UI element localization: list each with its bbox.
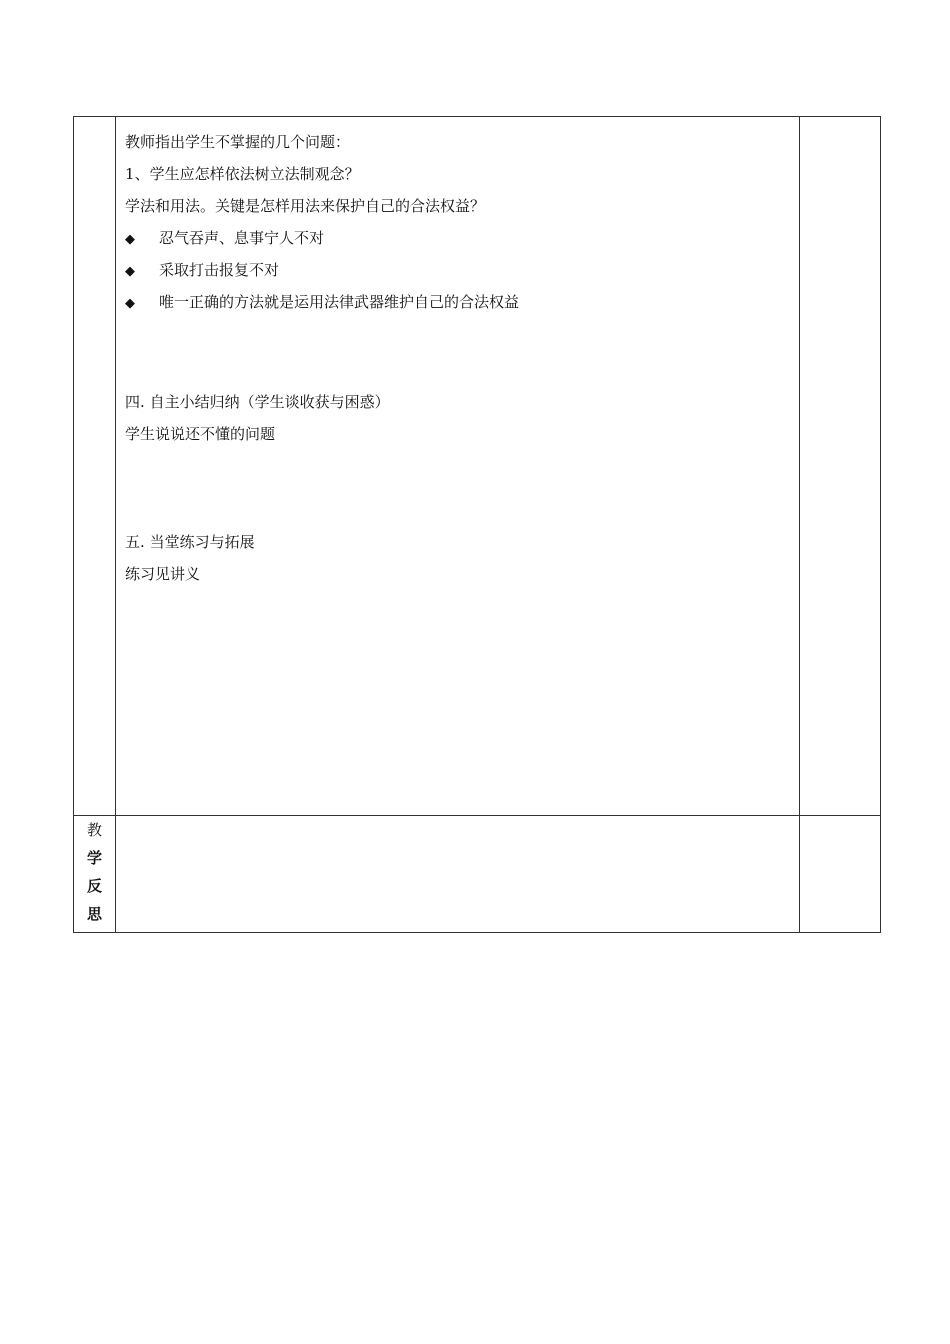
bullet-text: 忍气吞声、息事宁人不对 <box>159 229 325 247</box>
content-block <box>116 117 799 590</box>
question-1-line: 1、学生应怎样依法树立法制观念？ <box>125 165 360 183</box>
diamond-bullet-icon: ◆ <box>125 264 136 279</box>
reflection-right-cell <box>799 816 880 933</box>
list-item <box>125 254 799 286</box>
reflection-char: 思 <box>87 905 103 923</box>
reflection-char: 教 <box>87 821 103 839</box>
reflection-row <box>74 816 881 933</box>
answer-line: 学法和用法。关键是怎样用法来保护自己的合法权益？ <box>125 197 486 215</box>
bullet-text: 唯一正确的方法就是运用法律武器维护自己的合法权益 <box>159 293 520 311</box>
reflection-label-cell <box>74 816 116 933</box>
reflection-char: 学 <box>87 849 103 867</box>
left-label-cell <box>74 117 116 816</box>
list-item <box>125 286 799 318</box>
diamond-bullet-icon: ◆ <box>125 232 136 247</box>
diamond-bullet-icon: ◆ <box>125 296 136 311</box>
section-5-text: 练习见讲义 <box>125 565 201 583</box>
lesson-plan-table <box>73 116 881 933</box>
section-4-title: 四. 自主小结归纳（学生谈收获与困惑） <box>125 393 390 411</box>
reflection-label <box>74 816 115 928</box>
teaching-process-row <box>74 117 881 816</box>
section-4-text: 学生说说还不懂的问题 <box>125 425 276 443</box>
teacher-point-line: 教师指出学生不掌握的几个问题： <box>125 133 351 151</box>
reflection-char: 反 <box>87 877 103 895</box>
content-cell <box>116 117 800 816</box>
reflection-content-cell <box>116 816 800 933</box>
list-item <box>125 222 799 254</box>
right-blank-cell <box>799 117 880 816</box>
section-5-title: 五. 当堂练习与拓展 <box>125 533 255 551</box>
bullet-text: 采取打击报复不对 <box>159 261 280 279</box>
